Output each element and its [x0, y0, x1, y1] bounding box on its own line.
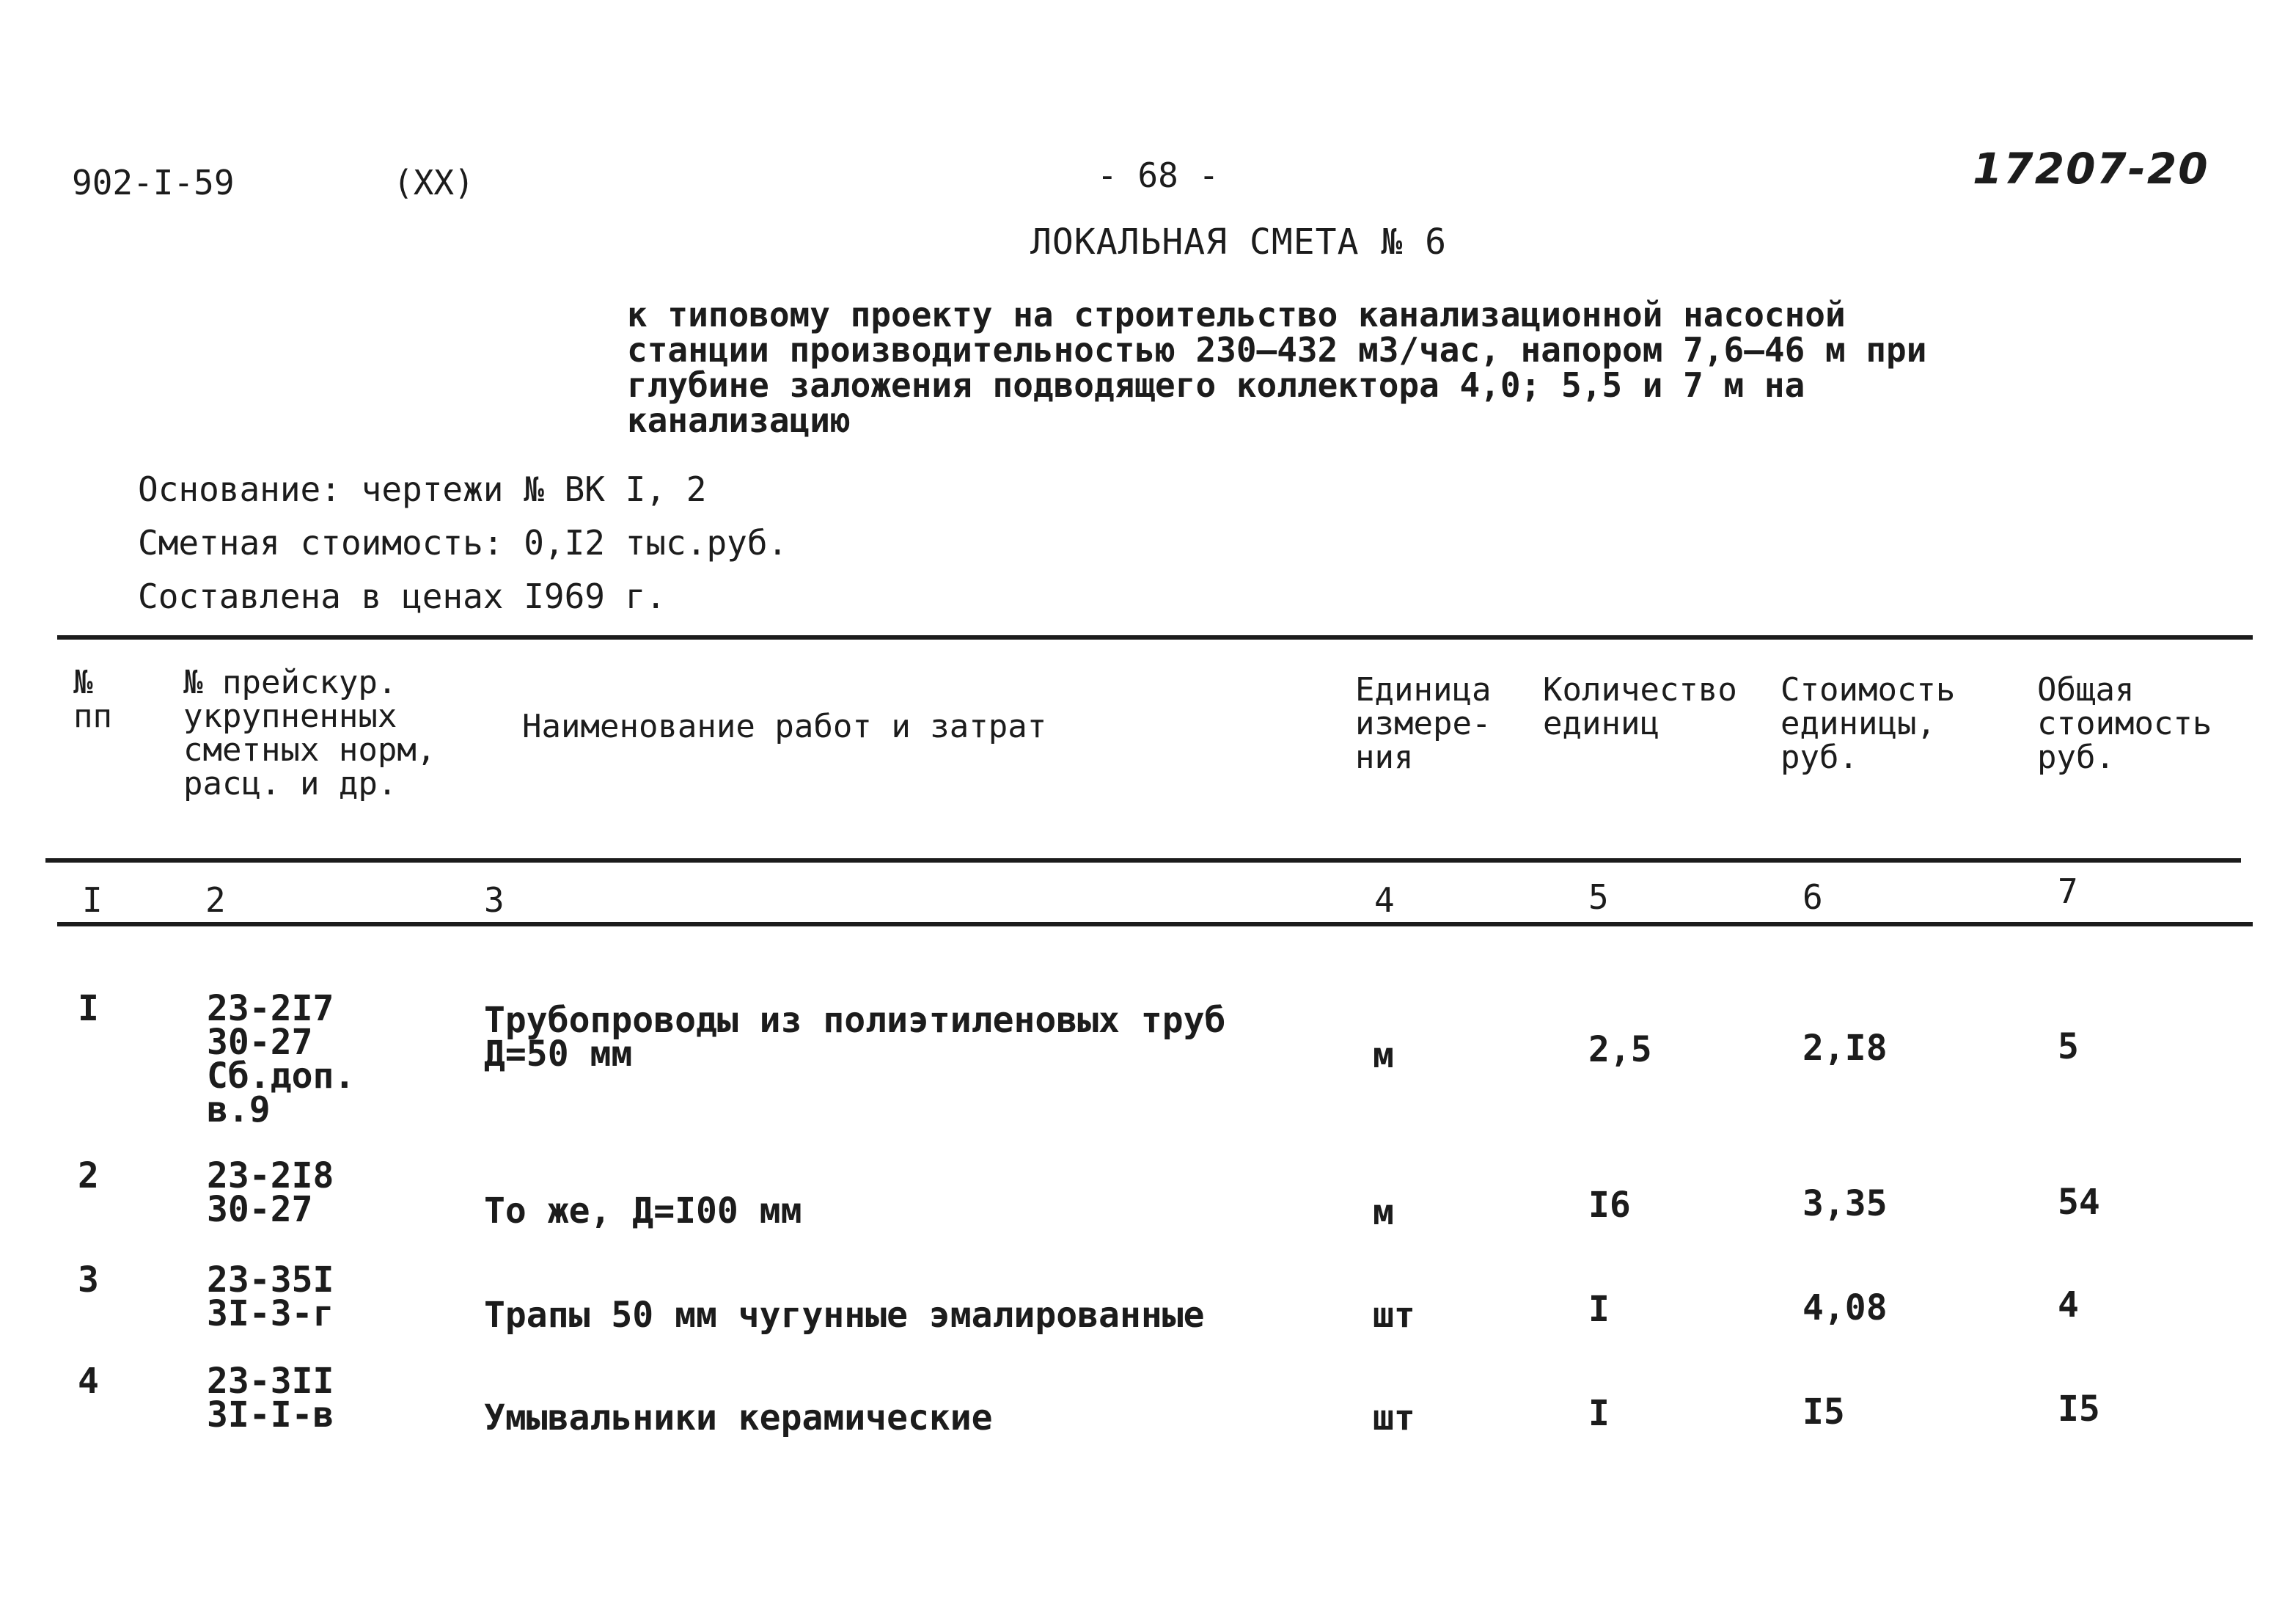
column-number: 5 — [1588, 877, 1609, 917]
document-title: ЛОКАЛЬНАЯ СМЕТА № 6 — [1030, 222, 1448, 263]
row-number: 3 — [78, 1259, 99, 1301]
row-number: 2 — [78, 1155, 99, 1196]
row-total-cost: I5 — [2058, 1389, 2100, 1430]
column-number: 7 — [2058, 871, 2078, 911]
header-total-cost: Общая стоимость руб. — [2037, 671, 2212, 776]
row-price-reference: 23-2I7 30-27 Сб.доп. в.9 — [207, 988, 356, 1130]
row-unit: м — [1373, 1192, 1394, 1233]
column-number: I — [82, 880, 103, 920]
estimated-cost-line: Сметная стоимость: 0,I2 тыс.руб. — [138, 523, 788, 563]
column-number: 2 — [205, 880, 226, 920]
header-work-name: Наименование работ и затрат — [522, 708, 1047, 745]
header-bottom-rule — [45, 858, 2241, 863]
row-number: 4 — [78, 1361, 99, 1402]
row-price-reference: 23-2I8 30-27 — [207, 1155, 334, 1230]
row-quantity: 2,5 — [1588, 1029, 1652, 1070]
row-unit-cost: 4,08 — [1802, 1287, 1888, 1328]
row-quantity: I6 — [1588, 1185, 1631, 1226]
header-unit-cost: Стоимость единицы, руб. — [1780, 671, 1956, 776]
row-unit-cost: I5 — [1802, 1391, 1845, 1433]
project-description: к типовому проекту на строительство канализационной насосной станции производительностью 230–432 м3/час, напором 7,6–46 м при глубине заложения подводящего коллектора 4,0; 5,5 и 7 м на канализацию — [627, 295, 1927, 440]
row-total-cost: 4 — [2058, 1284, 2079, 1325]
series-code: (XX) — [393, 163, 474, 202]
header-unit: Единица измере-ния — [1355, 671, 1492, 776]
column-number: 6 — [1802, 877, 1823, 917]
header-row-number: № пп — [73, 664, 112, 735]
row-price-reference: 23-3II 3I-I-в — [207, 1361, 334, 1435]
row-unit: шт — [1373, 1397, 1415, 1438]
header-quantity: Количество единиц — [1543, 671, 1737, 742]
basis-line: Основание: чертежи № ВК I, 2 — [138, 469, 707, 509]
row-unit: м — [1373, 1035, 1394, 1076]
header-price-reference: № прейскур. укрупненных сметных норм, расц. и др. — [183, 664, 436, 802]
row-number: I — [78, 988, 99, 1029]
column-number: 3 — [484, 880, 505, 920]
table-top-rule — [57, 635, 2253, 640]
column-numbers-rule — [57, 922, 2253, 926]
row-unit-cost: 2,I8 — [1802, 1028, 1888, 1069]
row-price-reference: 23-35I 3I-3-г — [207, 1259, 334, 1334]
price-level-line: Составлена в ценах I969 г. — [138, 577, 667, 616]
document-code: 902-I-59 — [72, 163, 235, 202]
row-work-name: Трапы 50 мм чугунные эмалированные — [484, 1295, 1205, 1336]
row-work-name: Трубопроводы из полиэтиленовых труб Д=50 мм — [484, 1000, 1226, 1075]
row-unit-cost: 3,35 — [1802, 1183, 1888, 1224]
inventory-number: 17207-20 — [1973, 144, 2209, 194]
row-unit: шт — [1373, 1295, 1415, 1336]
row-work-name: Умывальники керамические — [484, 1397, 993, 1438]
row-work-name: То же, Д=I00 мм — [484, 1190, 802, 1232]
column-number: 4 — [1374, 880, 1395, 920]
row-quantity: I — [1588, 1393, 1610, 1434]
row-total-cost: 54 — [2058, 1182, 2100, 1223]
page-number: - 68 - — [1097, 156, 1219, 195]
row-quantity: I — [1588, 1289, 1610, 1330]
row-total-cost: 5 — [2058, 1026, 2079, 1067]
